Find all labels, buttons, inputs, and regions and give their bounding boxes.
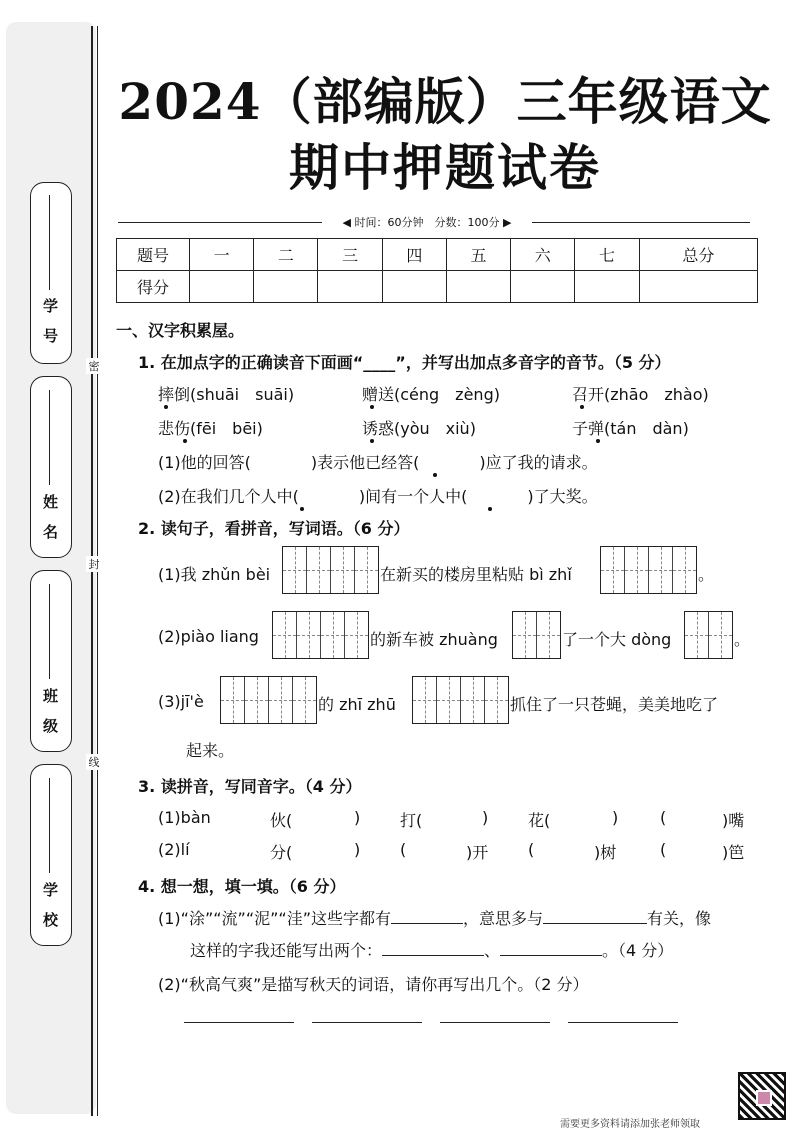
class-label: 班 级 [41,688,59,733]
emphasis-dot [488,507,492,511]
q3-r1: ) [612,808,619,827]
q2-s2-text: 了一个大 dòng [562,630,672,649]
q2-s3-text: 起来。 [186,741,235,760]
answer-line[interactable] [568,1022,678,1023]
q4-s2: (2)“秋高气爽”是描写秋天的词语，请你再写出几个。（2 分） [158,975,589,994]
q3-r1: )嘴 [722,811,745,830]
q3-r1: ) [354,808,361,827]
writing-grid[interactable] [220,676,317,724]
q2-s2-text: 的新车被 zhuàng [370,630,498,649]
score-cell[interactable] [254,271,318,303]
score-header-cell: 二 [254,239,318,271]
score-cell[interactable] [446,271,510,303]
score-header-cell: 一 [190,239,254,271]
q3-r1: (1)bàn [158,808,211,827]
q1-sub2: (2)在我们几个人中( )间有一个人中( )了大奖。 [158,487,598,506]
q3-r2: )树 [594,843,617,862]
q3-r2: ( [528,840,535,859]
seal-mi: 密 [86,358,102,374]
q3-r1: ( [660,808,667,827]
score-header-cell: 四 [382,239,446,271]
q4-s1-cont: 这样的字我还能写出两个： 、 。（4 分） [190,941,674,960]
q3-r2: 分( [270,843,293,862]
answer-line[interactable] [312,1022,422,1023]
emphasis-dot [580,405,584,409]
q2-s1-text: (1)我 zhǔn bèi [158,565,271,584]
page-subtitle: 期中押题试卷 [289,138,601,197]
q2-s3-text: 抓住了一只苍蝇，美美地吃了 [510,695,719,714]
score-cell[interactable] [639,271,757,303]
footer-note: 需要更多资料请添加张老师领取 [560,1119,700,1130]
q3-r2: ( [660,840,667,859]
q1-item: 诱惑(yòu xiù) [362,419,476,438]
q2-title: 2. 读句子，看拼音，写词语。（6 分） [138,519,410,538]
score-cell[interactable] [190,271,254,303]
q2-s1-text: 在新买的楼房里粘贴 bì zhǐ [380,565,572,584]
answer-line[interactable] [184,1022,294,1023]
answer-line[interactable] [440,1022,550,1023]
qr-avatar [756,1090,772,1106]
q3-r2: ( [400,840,407,859]
student-id-label: 学 号 [41,298,59,343]
q4-title: 4. 想一想，填一填。（6 分） [138,877,346,896]
score-header-cell: 六 [511,239,575,271]
emphasis-dot [183,439,187,443]
writing-grid[interactable] [282,546,379,594]
q3-title: 3. 读拼音，写同音字。（4 分） [138,777,362,796]
student-name-label: 姓 名 [41,494,59,539]
q1-item: 摔倒(shuāi suāi) [158,385,295,404]
section-1-title: 一、汉字积累屋。 [116,321,245,340]
writing-grid[interactable] [272,611,369,659]
q3-r2: )开 [466,843,489,862]
q1-title: 1. 在加点字的正确读音下面画“____”，并写出加点多音字的音节。（5 分） [138,353,671,372]
emphasis-dot [433,473,437,477]
school-blank [49,778,51,873]
score-cell[interactable] [318,271,382,303]
score-table [116,238,758,303]
exam-info: ◀ 时间：60分钟 分数：100分 ▶ [322,214,532,230]
score-table-row [117,271,758,303]
emphasis-dot [164,405,168,409]
q2-s1-text: 。 [698,565,715,584]
writing-grid[interactable] [412,676,509,724]
student-id-blank [49,195,51,290]
score-cell[interactable] [575,271,639,303]
emphasis-dot [596,439,600,443]
score-header-cell: 七 [575,239,639,271]
writing-grid[interactable] [684,611,733,659]
q2-s2-text: 。 [734,630,751,649]
q3-r1: 打( [400,811,423,830]
q4-s1: (1)“涂”“流”“泥”“洼”这些字都有 ，意思多与 有关，像 [158,909,712,928]
q3-r1: 花( [528,811,551,830]
q3-r2: (2)lí [158,840,190,859]
q1-item: 赠送(céng zèng) [362,385,500,404]
seal-feng: 封 [86,556,102,572]
school-label: 学 校 [41,882,59,927]
q1-item: 子弹(tán dàn) [572,419,689,438]
score-row-label: 得分 [117,271,190,303]
q2-s2-text: (2)piào liang [158,627,259,646]
score-cell[interactable] [382,271,446,303]
q1-item: 悲伤(fēi bēi) [158,419,263,438]
emphasis-dot [370,439,374,443]
q1-sub1: (1)他的回答( )表示他已经答( )应了我的请求。 [158,453,598,472]
student-name-blank [49,390,51,485]
score-header-cell: 总分 [639,239,757,271]
score-table-header [117,239,758,271]
q3-r2: )笆 [722,843,745,862]
q2-s3-text: (3)jī'è [158,692,204,711]
score-cell[interactable] [511,271,575,303]
writing-grid[interactable] [512,611,561,659]
q3-r1: ) [482,808,489,827]
page-title: 2024（部编版）三年级语文 [118,72,772,131]
score-header-cell: 三 [318,239,382,271]
class-blank [49,584,51,679]
emphasis-dot [370,405,374,409]
q3-r1: 伙( [270,811,293,830]
emphasis-dot [300,507,304,511]
score-header-cell: 五 [446,239,510,271]
q3-r2: ) [354,840,361,859]
score-header-cell: 题号 [117,239,190,271]
q2-s3-text: 的 zhī zhū [318,695,396,714]
writing-grid[interactable] [600,546,697,594]
q1-item: 召开(zhāo zhào) [572,385,709,404]
seal-xian: 线 [86,754,102,770]
